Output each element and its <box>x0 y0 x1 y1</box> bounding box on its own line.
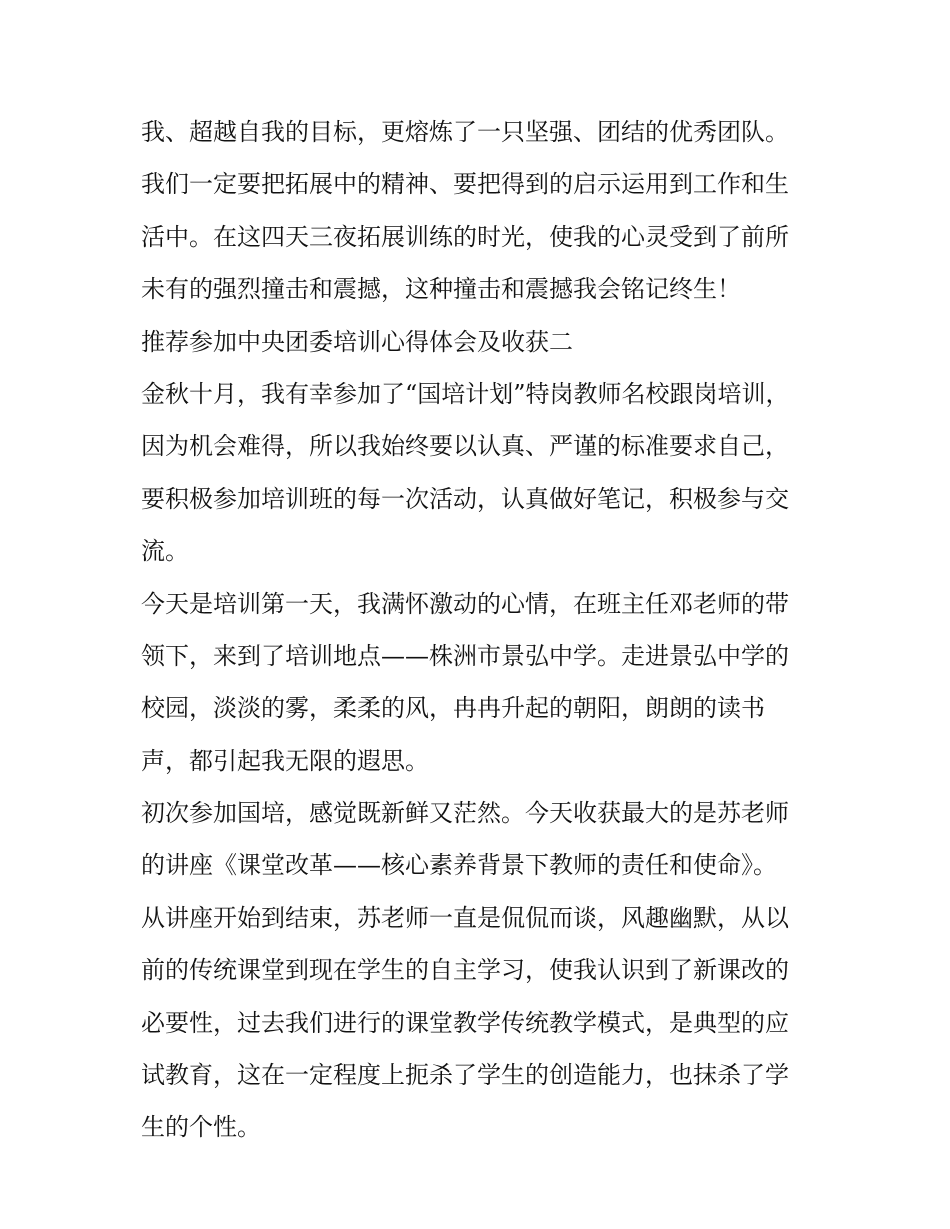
text-line: 未有的强烈撞击和震撼，这种撞击和震撼我会铭记终生！ <box>141 275 741 304</box>
text-line: 的讲座《课堂改革——核心素养背景下教师的责任和使命》。 <box>141 851 777 880</box>
text-line: 校园，淡淡的雾，柔柔的风，冉冉升起的朝阳，朗朗的读书 <box>141 694 765 723</box>
text-line: 初次参加国培，感觉既新鲜又茫然。今天收获最大的是苏老师 <box>141 799 789 828</box>
text-line: 流。 <box>141 537 189 566</box>
text-line: 要积极参加培训班的每一次活动，认真做好笔记，积极参与交 <box>141 484 789 513</box>
document-body <box>141 106 821 1154</box>
text-line: 从讲座开始到结束，苏老师一直是侃侃而谈，风趣幽默，从以 <box>141 903 789 932</box>
text-line: 必要性，过去我们进行的课堂教学传统教学模式，是典型的应 <box>141 1008 789 1037</box>
text-line: 今天是培训第一天，我满怀激动的心情，在班主任邓老师的带 <box>141 589 789 618</box>
text-line: 领下，来到了培训地点——株洲市景弘中学。走进景弘中学的 <box>141 641 789 670</box>
text-line: 我、超越自我的目标，更熔炼了一只坚强、团结的优秀团队。 <box>141 118 789 146</box>
text-line: 活中。在这四天三夜拓展训练的时光，使我的心灵受到了前所 <box>141 222 789 251</box>
text-line: 声，都引起我无限的遐思。 <box>141 746 429 775</box>
text-line: 试教育，这在一定程度上扼杀了学生的创造能力，也抹杀了学 <box>141 1061 789 1090</box>
section-heading: 推荐参加中央团委培训心得体会及收获二 <box>141 327 573 356</box>
text-line: 金秋十月，我有幸参加了“国培计划”特岗教师名校跟岗培训， <box>141 379 790 408</box>
text-line: 生的个性。 <box>141 1113 261 1142</box>
text-line: 因为机会难得，所以我始终要以认真、严谨的标准要求自己， <box>141 432 789 461</box>
text-line: 我们一定要把拓展中的精神、要把得到的启示运用到工作和生 <box>141 170 789 199</box>
text-line: 前的传统课堂到现在学生的自主学习，使我认识到了新课改的 <box>141 956 789 985</box>
